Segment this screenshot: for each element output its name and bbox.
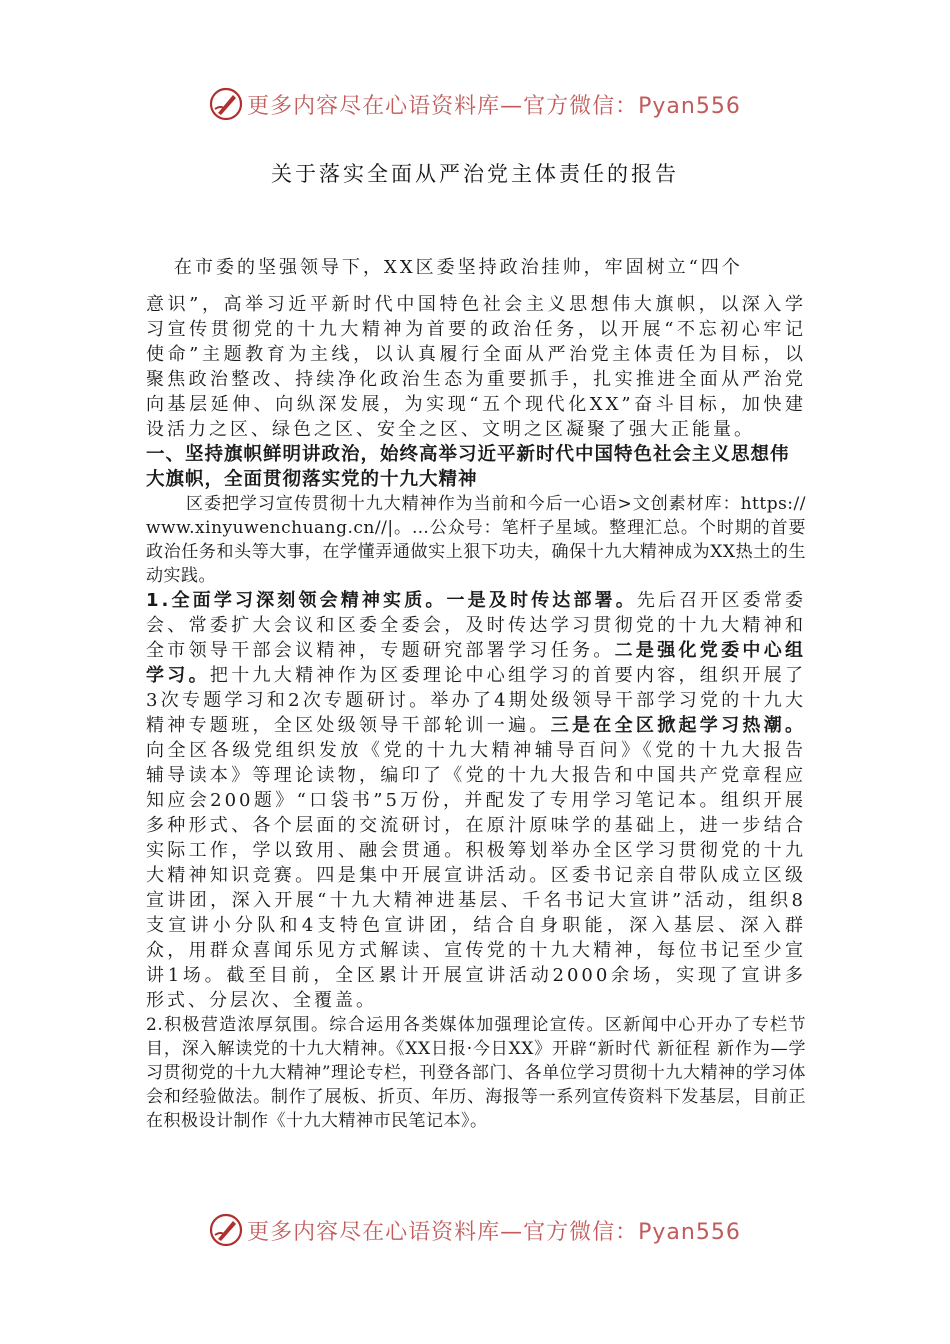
item1-bold-3: 三是在全区掀起学习热潮。 xyxy=(550,715,807,736)
item1-paragraph xyxy=(146,588,806,1013)
quill-logo-icon xyxy=(209,87,243,121)
section1-paragraph: 区委把学习宣传贯彻十九大精神作为当前和今后一心语>文创素材库：https://www.xinyuwenchuang.cn//|。…公众号：笔杆子星域。整理汇总。个时期的首要政治任务和头等大事，在学懂弄通做实上狠下功夫，确保十九大精神成为XX热土的生动实践。 xyxy=(146,494,806,586)
item1-bold-2: 二是强化党委中心组学习。 xyxy=(146,640,807,686)
intro-paragraph: 意识”，高举习近平新时代中国特色社会主义思想伟大旗帜，以深入学习宣传贯彻党的十九大精神为首要的政治任务，以开展“不忘初心牢记使命”主题教育为主线，以认真履行全面从严治党主体责任为目标，以聚焦政治整改、持续净化政治生态为重要抓手，扎实推进全面从严治党向基层延伸、向纵深发展，为实现“五个现代化XX”奋斗目标，加快建设活力之区、绿色之区、安全之区、文明之区凝聚了强大正能量。 xyxy=(146,294,806,440)
item1-text-3: 向全区各级党组织发放《党的十九大精神辅导百问》《党的十九大报告辅导读本》等理论读物，编印了《党的十九大报告和中国共产党章程应知应会200题》“口袋书”5万份，并配发了专用学习笔记本。组织开展多种形式、各个层面的交流研讨，在原汁原味学的基础上，进一步结合实际工作，学以致用、融会贯通。积极筹划举办全区学习贯彻党的十九大精神知识竞赛。四是集中开展宣讲活动。区委书记亲自带队成立区级宣讲团，深入开展“十九大精神进基层、千名书记大宣讲”活动，组织8支宣讲小分队和4支特色宣讲团，结合自身职能，深入基层、深入群众，用群众喜闻乐见方式解读、宣传党的十九大精神，每位书记至少宣讲1场。截至目前，全区累计开展宣讲活动2000余场，实现了宣讲多形式、分层次、全覆盖。 xyxy=(146,740,806,1011)
footer-banner xyxy=(0,1210,950,1250)
document-body xyxy=(146,255,806,1133)
document-title: 关于落实全面从严治党主体责任的报告 xyxy=(271,162,679,186)
item2-paragraph: 2.积极营造浓厚氛围。综合运用各类媒体加强理论宣传。区新闻中心开办了专栏节目，深入解读党的十九大精神。《XX日报·今日XX》开辟“新时代 新征程 新作为—学习贯彻党的十九大精神”理论专栏，刊登各部门、各单位学习贯彻十九大精神的学习体会和经验做法。制作了展板、折页、年历、海报等一系列宣传资料下发基层，目前正在积极设计制作《十九大精神市民笔记本》。 xyxy=(146,1015,806,1131)
item1-lead: 1.全面学习深刻领会精神实质。一是及时传达部署。 xyxy=(146,590,637,611)
section-heading-1: 一、坚持旗帜鲜明讲政治，始终高举习近平新时代中国特色社会主义思想伟大旗帜，全面贯彻落实党的十九大精神 xyxy=(146,444,790,490)
banner-text: 更多内容尽在心语资料库—官方微信：Pyan556 xyxy=(247,1219,741,1245)
item1-text-1: 先后召开区委常委会、常委扩大会议和区委全委会，及时传达学习贯彻党的十九大精神和全市领导干部会议精神，专题研究部署学习任务。 xyxy=(146,590,806,661)
banner-text: 更多内容尽在心语资料库—官方微信：Pyan556 xyxy=(247,93,741,119)
item1-text-2: 把十九大精神作为区委理论中心组学习的首要内容，组织开展了3次专题学习和2次专题研讨。举办了4期处级领导干部学习党的十九大精神专题班，全区处级领导干部轮训一遍。 xyxy=(146,665,807,736)
quill-logo-icon xyxy=(209,1213,243,1247)
header-banner xyxy=(0,84,950,124)
intro-first-line: 在市委的坚强领导下，XX区委坚持政治挂帅，牢固树立“四个 xyxy=(174,257,743,278)
